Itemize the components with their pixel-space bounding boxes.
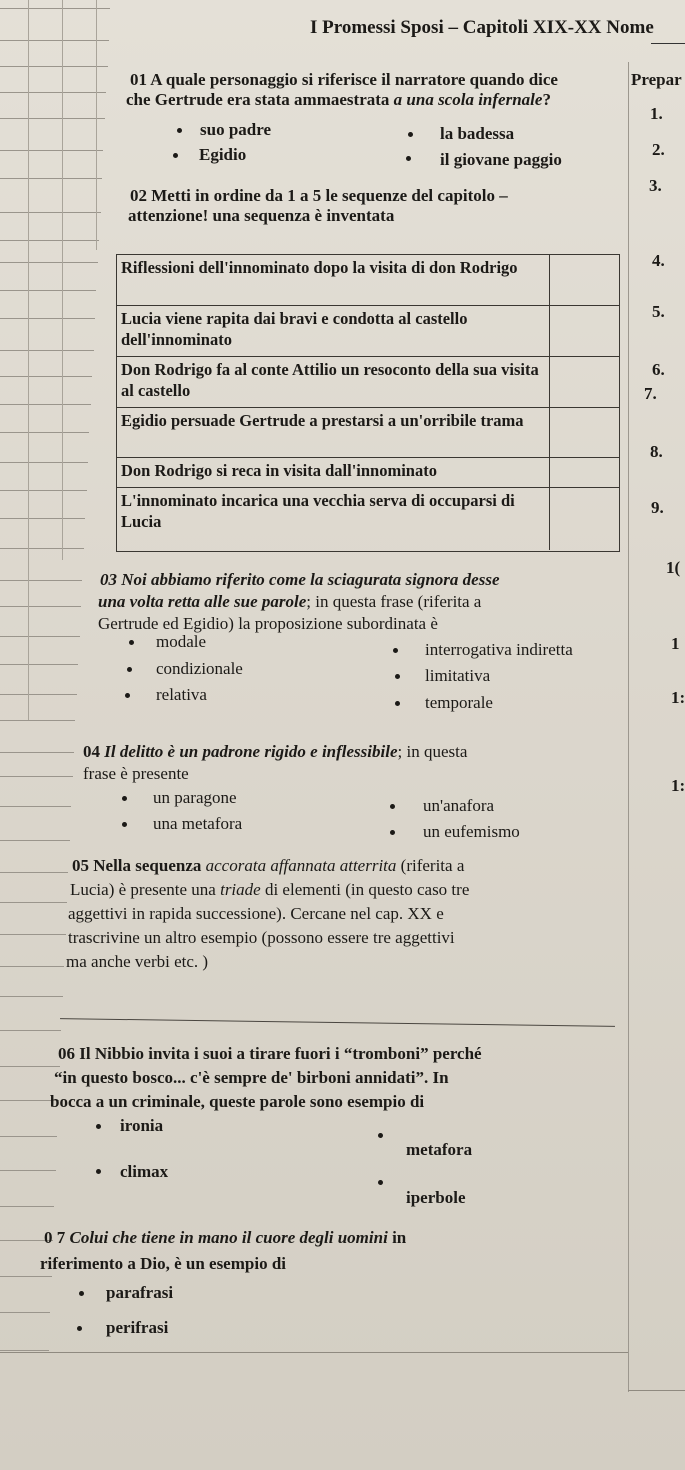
margin-grid-line xyxy=(0,806,71,807)
margin-grid-line xyxy=(0,8,110,9)
q06-prompt-line1: 06 Il Nibbio invita i suoi a tirare fuori i “tromboni” perché xyxy=(58,1044,482,1063)
margin-grid-line xyxy=(0,212,101,213)
q07-number: 0 7 xyxy=(44,1228,70,1247)
margin-grid-line xyxy=(0,1170,56,1171)
margin-grid-line xyxy=(0,548,84,549)
q07-option-parafrasi[interactable]: parafrasi xyxy=(106,1283,174,1302)
answer-number-13: 1: xyxy=(671,776,685,795)
q03-option-modale[interactable]: modale xyxy=(156,632,207,651)
table-row xyxy=(117,457,619,488)
q03-option-limitativa[interactable]: limitativa xyxy=(425,666,491,685)
q04-prompt-line2: frase è presente xyxy=(83,764,189,783)
margin-grid-line xyxy=(0,376,92,377)
sequence-text: Don Rodrigo si reca in visita dall'innominato xyxy=(121,461,437,480)
margin-grid-column xyxy=(62,0,63,560)
margin-grid-line xyxy=(0,996,63,997)
answer-number-3: 3. xyxy=(649,176,662,195)
q06-option-climax[interactable]: climax xyxy=(120,1162,169,1181)
q05-prompt-line3: aggettivi in rapida successione). Cercane nel cap. XX e xyxy=(68,904,444,923)
answer-number-12: 1: xyxy=(671,688,685,707)
answer-number-2: 2. xyxy=(652,140,665,159)
margin-grid-line xyxy=(0,1030,61,1031)
margin-grid-column xyxy=(96,0,97,250)
sequence-text: Lucia viene rapita dai bravi e condotta al castello dell'innominato xyxy=(121,309,468,349)
q06-option-metafora[interactable]: metafora xyxy=(406,1140,473,1159)
q05-text-a: 05 Nella sequenza xyxy=(72,856,206,875)
sequence-text: Don Rodrigo fa al conte Attilio un resoconto della sua visita al castello xyxy=(121,360,539,400)
margin-grid-line xyxy=(0,262,98,263)
margin-grid-line xyxy=(0,776,73,777)
q04-option-bullet[interactable] xyxy=(390,830,395,835)
margin-grid-line xyxy=(0,40,109,41)
margin-grid-line xyxy=(0,150,103,151)
answer-number-4: 4. xyxy=(652,251,665,270)
q05-prompt-line5: ma anche verbi etc. ) xyxy=(66,952,209,971)
margin-grid-line xyxy=(0,66,108,67)
margin-grid-line xyxy=(0,1136,57,1137)
table-row xyxy=(117,356,619,408)
q07-quote: Colui che tiene in mano il cuore degli uomini xyxy=(69,1228,388,1247)
margin-grid-line xyxy=(0,694,77,695)
q06-option-bullet[interactable] xyxy=(96,1169,101,1174)
margin-grid-line xyxy=(0,518,85,519)
q05-text-e: di elementi (in questo caso tre xyxy=(260,880,470,899)
right-column-label: Prepar xyxy=(631,70,682,89)
sequence-number-box[interactable] xyxy=(549,255,619,305)
q04-option-bullet[interactable] xyxy=(390,804,395,809)
margin-grid-line xyxy=(0,318,95,319)
q05-text-c: (riferita a xyxy=(396,856,465,875)
margin-grid-line xyxy=(0,902,67,903)
margin-grid-line xyxy=(0,240,99,241)
sequence-number-box[interactable] xyxy=(549,458,619,488)
q03-option-relativa[interactable]: relativa xyxy=(156,685,207,704)
q05-prompt-line2 xyxy=(70,880,469,900)
table-row xyxy=(117,305,619,357)
table-row xyxy=(117,255,619,305)
answer-number-8: 8. xyxy=(650,442,663,461)
margin-grid-line xyxy=(0,606,81,607)
right-column-divider xyxy=(628,62,629,1392)
sequence-text: Egidio persuade Gertrude a prestarsi a un'orribile trama xyxy=(121,411,524,430)
sequence-number-box[interactable] xyxy=(549,488,619,550)
margin-grid-line xyxy=(0,840,70,841)
answer-number-6: 6. xyxy=(652,360,665,379)
margin-grid-line xyxy=(0,1350,49,1351)
q03-text: ; in questa frase (riferita a xyxy=(306,592,482,611)
answer-number-11: 1 xyxy=(671,634,680,653)
margin-grid-line xyxy=(0,118,105,119)
q05-text-d: Lucia) è presente una xyxy=(70,880,221,899)
q04-prompt-line1 xyxy=(83,742,467,762)
margin-grid-line xyxy=(0,664,78,665)
q05-prompt-line1 xyxy=(72,856,464,876)
q01-prompt-line2 xyxy=(126,90,551,110)
q01-option-bullet[interactable] xyxy=(177,128,182,133)
q02-prompt-line2: attenzione! una sequenza è inventata xyxy=(128,206,395,225)
q07-prompt-line2: riferimento a Dio, è un esempio di xyxy=(40,1254,286,1273)
margin-grid-column xyxy=(28,0,29,720)
sequence-number-box[interactable] xyxy=(549,306,619,357)
q01-option-bullet[interactable] xyxy=(173,153,178,158)
margin-grid-line xyxy=(0,872,68,873)
q07-prompt-line1 xyxy=(44,1228,406,1248)
margin-grid-line xyxy=(0,404,91,405)
sequence-text: L'innominato incarica una vecchia serva di occuparsi di Lucia xyxy=(121,491,515,531)
q01-prompt-line1: 01 A quale personaggio si riferisce il narratore quando dice xyxy=(130,70,558,89)
q03-option-bullet[interactable] xyxy=(395,701,400,706)
q02-sequence-table xyxy=(116,254,620,552)
table-row xyxy=(117,487,619,550)
margin-grid-line xyxy=(0,432,89,433)
sequence-number-box[interactable] xyxy=(549,357,619,408)
q01-option-la-badessa[interactable]: la badessa xyxy=(440,124,515,143)
q07-text: in xyxy=(387,1228,407,1247)
q07-option-perifrasi[interactable]: perifrasi xyxy=(106,1318,169,1337)
q02-prompt-line1: 02 Metti in ordine da 1 a 5 le sequenze del capitolo – xyxy=(130,186,508,205)
q01-option-suo-padre[interactable]: suo padre xyxy=(200,120,272,139)
bottom-rule xyxy=(0,1352,628,1353)
answer-number-10: 1( xyxy=(666,558,681,577)
margin-grid-line xyxy=(0,580,82,581)
answer-number-1: 1. xyxy=(650,104,663,123)
margin-grid-line xyxy=(0,1312,50,1313)
margin-grid-line xyxy=(0,934,66,935)
q05-prompt-line4: trascrivine un altro esempio (possono essere tre aggettivi xyxy=(68,928,455,947)
q05-answer-line[interactable] xyxy=(60,1018,615,1027)
q07-option-bullet[interactable] xyxy=(79,1291,84,1296)
q04-option-metafora[interactable]: una metafora xyxy=(153,814,243,833)
q03-option-bullet[interactable] xyxy=(393,648,398,653)
margin-grid-line xyxy=(0,290,96,291)
sequence-text: Riflessioni dell'innominato dopo la visita di don Rodrigo xyxy=(121,258,518,277)
bottom-rule-right xyxy=(628,1390,685,1391)
q03-prompt-line3: Gertrude ed Egidio) la proposizione subordinata è xyxy=(98,614,438,633)
q05-triade: triade xyxy=(220,880,261,899)
table-row xyxy=(117,407,619,458)
margin-grid-line xyxy=(0,92,106,93)
q01-text-a: che Gertrude era stata ammaestrata xyxy=(126,90,394,109)
q03-option-interrogativa-indiretta[interactable]: interrogativa indiretta xyxy=(425,640,573,659)
q04-number: 04 xyxy=(83,742,105,761)
q03-prompt-line1 xyxy=(100,570,500,590)
q06-prompt-line2: “in questo bosco... c'è sempre de' birboni annidati”. In xyxy=(54,1068,449,1087)
page-title: I Promessi Sposi – Capitoli XIX-XX Nome xyxy=(310,17,654,38)
q03-quote: 03 Noi abbiamo riferito come la sciagurata signora desse xyxy=(100,570,500,589)
q06-option-ironia[interactable]: ironia xyxy=(120,1116,164,1135)
sequence-number-box[interactable] xyxy=(549,408,619,458)
margin-grid-line xyxy=(0,1276,52,1277)
q03-option-temporale[interactable]: temporale xyxy=(425,693,493,712)
q03-option-bullet[interactable] xyxy=(125,693,130,698)
q04-option-bullet[interactable] xyxy=(122,822,127,827)
margin-grid-line xyxy=(0,1206,54,1207)
margin-grid-line xyxy=(0,636,80,637)
answer-number-7: 7. xyxy=(644,384,657,403)
margin-grid-line xyxy=(0,490,87,491)
q01-option-bullet[interactable] xyxy=(408,132,413,137)
q04-text: ; in questa xyxy=(397,742,468,761)
margin-grid-line xyxy=(0,966,64,967)
q01-option-bullet[interactable] xyxy=(406,156,411,161)
q06-option-bullet[interactable] xyxy=(96,1124,101,1129)
answer-number-5: 5. xyxy=(652,302,665,321)
q01-quote: a una scola infernale xyxy=(393,90,543,109)
q01-option-egidio[interactable]: Egidio xyxy=(199,145,247,164)
q04-option-anafora[interactable]: un'anafora xyxy=(423,796,495,815)
margin-grid-line xyxy=(0,178,102,179)
q04-option-eufemismo[interactable]: un eufemismo xyxy=(423,822,520,841)
q03-option-bullet[interactable] xyxy=(127,667,132,672)
q07-option-bullet[interactable] xyxy=(77,1326,82,1331)
margin-grid-line xyxy=(0,350,94,351)
q01-option-giovane-paggio[interactable]: il giovane paggio xyxy=(440,150,562,169)
answer-number-9: 9. xyxy=(651,498,664,517)
q03-prompt-line2 xyxy=(98,592,481,612)
q03-option-bullet[interactable] xyxy=(395,674,400,679)
name-field[interactable] xyxy=(651,43,685,44)
q01-text-c: ? xyxy=(542,90,551,109)
margin-grid-line xyxy=(0,462,88,463)
q04-option-bullet[interactable] xyxy=(122,796,127,801)
margin-grid-line xyxy=(0,720,75,721)
q06-option-bullet[interactable] xyxy=(378,1133,383,1138)
q05-quote: accorata affannata atterrita xyxy=(205,856,397,875)
q06-option-iperbole[interactable]: iperbole xyxy=(406,1188,466,1207)
q03-option-condizionale[interactable]: condizionale xyxy=(156,659,243,678)
q04-quote: Il delitto è un padrone rigido e inflessibile xyxy=(104,742,398,761)
q06-option-bullet[interactable] xyxy=(378,1180,383,1185)
margin-grid-line xyxy=(0,752,74,753)
q03-option-bullet[interactable] xyxy=(129,640,134,645)
margin-grid-line xyxy=(0,1066,60,1067)
q06-prompt-line3: bocca a un criminale, queste parole sono esempio di xyxy=(50,1092,425,1111)
q03-quote-cont: una volta retta alle sue parole xyxy=(98,592,307,611)
q04-option-paragone[interactable]: un paragone xyxy=(153,788,237,807)
margin-grid xyxy=(0,0,110,1400)
